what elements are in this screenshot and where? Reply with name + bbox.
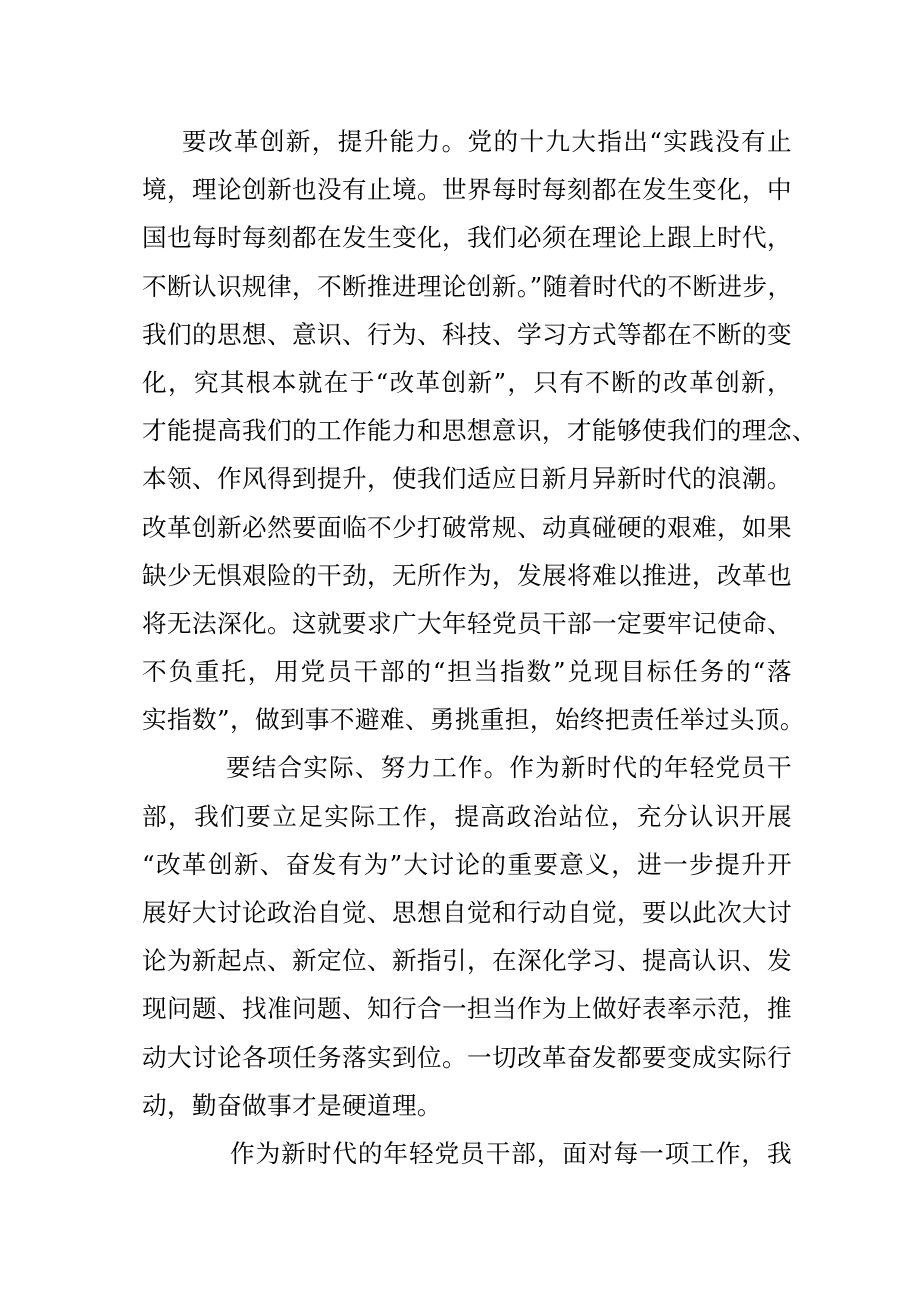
paragraph-3-line-1: 要结合实际、努力工作。作为新时代的年轻党员干 [226, 753, 792, 783]
paragraph-2-line-5: 实指数”，做到事不避难、勇挑重担，始终把责任举过头顶。 [142, 705, 805, 735]
paragraph-1-line-1: 要改革创新，提升能力。党的十九大指出“实践没有止 [182, 127, 792, 156]
paragraph-3-line-7: 动大讨论各项任务落实到位。一切改革奋发都要变成实际行 [142, 1042, 792, 1072]
paragraph-1-line-6: 化，究其根本就在于“改革创新”，只有不断的改革创新， [142, 367, 792, 397]
paragraph-1-line-8: 本领、作风得到提升，使我们适应日新月异新时代的浪潮。 [142, 464, 792, 494]
paragraph-4-line-1: 作为新时代的年轻党员干部，面对每一项工作，我 [230, 1138, 792, 1168]
paragraph-1-line-7: 才能提高我们的工作能力和思想意识，才能够使我们的理念、 [142, 416, 817, 446]
paragraph-3-line-4: 展好大讨论政治自觉、思想自觉和行动自觉，要以此次大讨 [142, 898, 792, 927]
paragraph-2-line-2: 缺少无惧艰险的干劲，无所作为，发展将难以推进，改革也 [142, 560, 792, 590]
paragraph-3-line-8: 动，勤奋做事才是硬道理。 [142, 1090, 442, 1120]
paragraph-1-line-3: 国也每时每刻都在发生变化，我们必须在理论上跟上时代， [142, 223, 792, 253]
document-body [142, 118, 817, 1178]
paragraph-1-line-5: 我们的思想、意识、行为、科技、学习方式等都在不断的变 [142, 319, 792, 349]
paragraph-1-line-4: 不断认识规律，不断推进理论创新。”随着时代的不断进步， [142, 271, 793, 301]
paragraph-3-line-6: 现问题、找准问题、知行合一担当作为上做好表率示范，推 [142, 994, 792, 1024]
paragraph-2-line-3: 将无法深化。这就要求广大年轻党员干部一定要牢记使命、 [142, 608, 792, 638]
paragraph-3-line-5: 论为新起点、新定位、新指引，在深化学习、提高认识、发 [142, 946, 792, 976]
paragraph-3-line-2: 部，我们要立足实际工作，提高政治站位，充分认识开展 [142, 801, 792, 831]
paragraph-3-line-3: “改革创新、奋发有为”大讨论的重要意义，进一步提升开 [142, 849, 792, 879]
paragraph-1-line-2: 境，理论创新也没有止境。世界每时每刻都在发生变化，中 [142, 175, 792, 205]
paragraph-2-line-1: 改革创新必然要面临不少打破常规、动真碰硬的艰难，如果 [142, 512, 792, 542]
paragraph-2-line-4: 不负重托，用党员干部的“担当指数”兑现目标任务的“落 [142, 657, 792, 687]
